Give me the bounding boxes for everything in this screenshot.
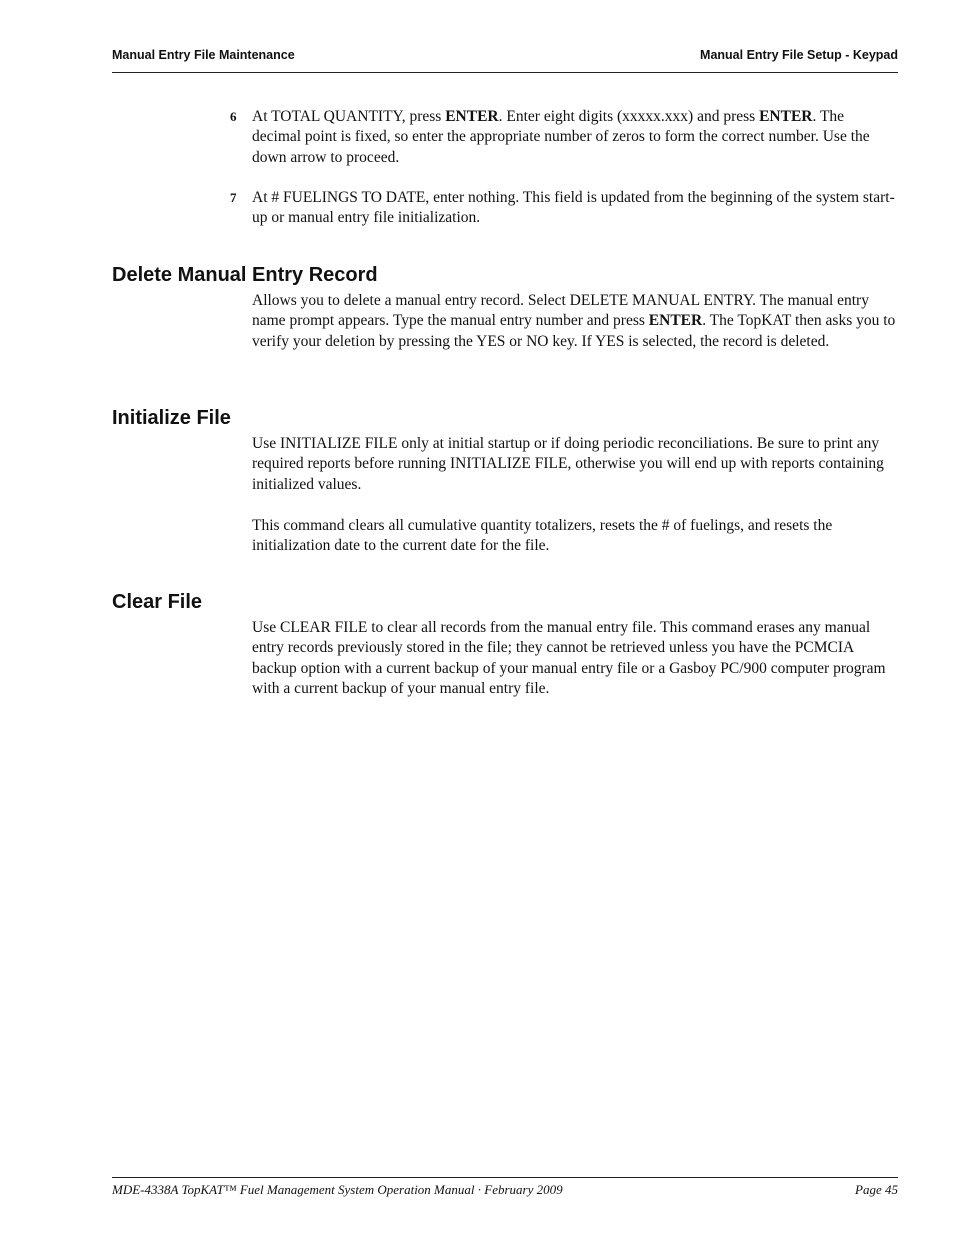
step-number: 7 — [230, 190, 237, 205]
section-heading-delete: Delete Manual Entry Record — [112, 264, 378, 286]
page-footer — [112, 1177, 898, 1197]
step-text: At TOTAL QUANTITY, press ENTER. Enter eight digits (xxxxx.xxx) and press ENTER. The decimal point is fixed, so enter the appropriate number of zeros to form the correct number. Use the down arrow to proceed. — [252, 108, 870, 166]
step-7 — [230, 188, 895, 229]
enter-key-label: ENTER — [759, 108, 813, 125]
step-6 — [230, 107, 895, 168]
page-header — [112, 46, 898, 73]
initialize-paragraph-2: This command clears all cumulative quantity totalizers, resets the # of fuelings, and resets the initialization date to the current date for the file. — [252, 517, 833, 555]
delete-paragraph: Allows you to delete a manual entry record. Select DELETE MANUAL ENTRY. The manual entry name prompt appears. Type the manual entry number and press ENTER. The TopKAT then asks you to verify your deletion by pressing the YES or NO key. If YES is selected, the record is deleted. — [252, 292, 896, 350]
enter-key-label: ENTER — [648, 312, 703, 330]
enter-key-label: ENTER — [445, 108, 499, 125]
footer-page-number: Page 45 — [855, 1182, 898, 1197]
header-section-title: Manual Entry File Maintenance — [112, 48, 295, 62]
section-heading-clear: Clear File — [112, 591, 203, 613]
footer-document-title: MDE-4338A TopKAT™ Fuel Management System Operation Manual · February 2009 — [112, 1182, 563, 1197]
section-heading-initialize: Initialize File — [112, 407, 231, 429]
step-number: 6 — [230, 109, 237, 124]
initialize-paragraph-1: Use INITIALIZE FILE only at initial startup or if doing periodic reconciliations. Be sure to print any required reports before running INITIALIZE FILE, otherwise you will end up with reports containing initialized values. — [252, 435, 884, 493]
clear-paragraph: Use CLEAR FILE to clear all records from the manual entry file. This command erases any manual entry records previously stored in the file; they cannot be retrieved unless you have the PCMCIA backup option with a current backup of your manual entry file or a Gasboy PC/900 computer program with a current backup of your manual entry file. — [252, 619, 886, 698]
step-text: At # FUELINGS TO DATE, enter nothing. This field is updated from the beginning of the system start-up or manual entry file initialization. — [252, 189, 895, 227]
header-chapter-title: Manual Entry File Setup - Keypad — [700, 48, 898, 62]
